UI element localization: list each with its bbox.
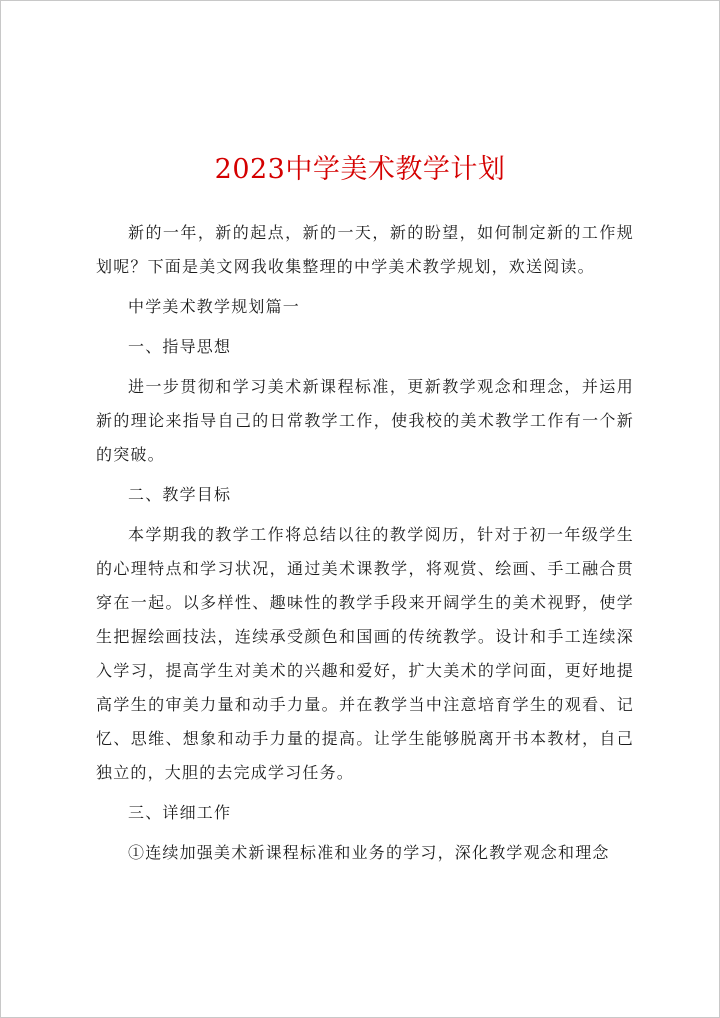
heading-detailed-work: 三、详细工作 (128, 803, 232, 822)
heading-guiding-ideology: 一、指导思想 (128, 337, 232, 356)
heading-teaching-goals: 二、教学目标 (128, 485, 232, 504)
paragraph-teaching-goals: 本学期我的教学工作将总结以往的教学阅历，针对于初一年级学生的心理特点和学习状况，通过美术课教学，将观赏、绘画、手工融合贯穿在一起。以多样性、趣味性的教学手段来开阔学生的美术视野，使学生把握绘画技法，连续承受颜色和国画的传统教学。设计和手工连续深入学习，提高学生对美术的兴趣和爱好，扩大美术的学问面，更好地提高学生的审美力量和动手力量。并在教学当中注意培育学生的观看、记忆、思维、想象和动手力量的提高。让学生能够脱离开书本教材，自己独立的，大胆的去完成学习任务。 (96, 525, 634, 782)
document-body (96, 216, 634, 870)
paragraph-detailed-work-item-1: ①连续加强美术新课程标准和业务的学习，深化教学观念和理念 (128, 843, 610, 862)
intro-paragraph: 新的一年，新的起点，新的一天，新的盼望，如何制定新的工作规划呢？下面是美文网我收集整理的中学美术教学规划，欢送阅读。 (96, 223, 634, 276)
section-heading-part-one: 中学美术教学规划篇一 (128, 297, 301, 316)
paragraph-guiding-ideology: 进一步贯彻和学习美术新课程标准，更新教学观念和理念，并运用新的理论来指导自己的日常教学工作，使我校的美术教学工作有一个新的突破。 (96, 377, 634, 464)
document-title: 2023中学美术教学计划 (214, 154, 506, 185)
